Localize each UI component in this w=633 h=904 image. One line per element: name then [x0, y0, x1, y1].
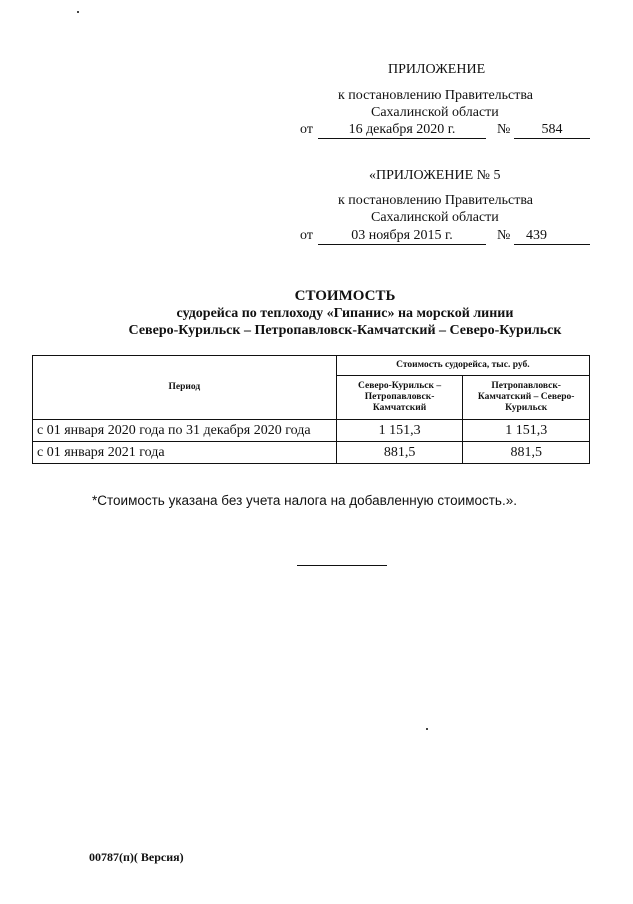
scan-speck	[77, 11, 79, 13]
document-code-text: 00787(п)( Версия)	[89, 850, 184, 864]
route-header-1: Северо-Курильск – Петропавловск-Камчатский	[336, 376, 463, 420]
appendix-number: 584	[514, 122, 590, 139]
appendix5-decree-line: к постановлению Правительства	[338, 193, 534, 208]
document-title: СТОИМОСТЬ	[294, 288, 396, 304]
appendix5-from-label: от	[300, 228, 313, 243]
table-row	[33, 420, 590, 442]
closing-divider	[297, 565, 387, 566]
appendix5-number: 439	[514, 228, 590, 245]
table-row	[33, 442, 590, 464]
cost-table	[32, 355, 590, 464]
appendix5-number-label: №	[497, 228, 511, 243]
appendix-date: 16 декабря 2020 г.	[318, 122, 486, 139]
appendix-decree-line: к постановлению Правительства	[338, 88, 534, 103]
appendix5-title: «ПРИЛОЖЕНИЕ № 5	[369, 168, 501, 183]
value-cell: 881,5	[336, 442, 463, 464]
footnote: *Стоимость указана без учета налога на добавленную стоимость.».	[92, 493, 517, 508]
route-header-2: Петропавловск-Камчатский – Северо-Курильск	[463, 376, 590, 420]
document-subtitle-2: Северо-Курильск – Петропавловск-Камчатский – Северо-Курильск	[128, 323, 562, 338]
appendix5-date: 03 ноября 2015 г.	[318, 228, 486, 245]
value-cell: 1 151,3	[463, 420, 590, 442]
document-subtitle-1: судорейса по теплоходу «Гипанис» на морской линии	[176, 306, 514, 321]
value-cell: 881,5	[463, 442, 590, 464]
value-cell: 1 151,3	[336, 420, 463, 442]
appendix-from-label: от	[300, 122, 313, 137]
appendix-region-line: Сахалинской области	[371, 105, 499, 120]
cost-header: Стоимость судорейса, тыс. руб.	[336, 356, 589, 376]
document-code	[89, 850, 184, 864]
period-cell: с 01 января 2020 года по 31 декабря 2020 года	[33, 420, 337, 442]
appendix5-region-line: Сахалинской области	[371, 210, 499, 225]
period-header: Период	[33, 356, 337, 420]
appendix-title: ПРИЛОЖЕНИЕ	[388, 62, 486, 77]
appendix-number-label: №	[497, 122, 511, 137]
scan-speck	[426, 728, 428, 730]
period-cell: с 01 января 2021 года	[33, 442, 337, 464]
